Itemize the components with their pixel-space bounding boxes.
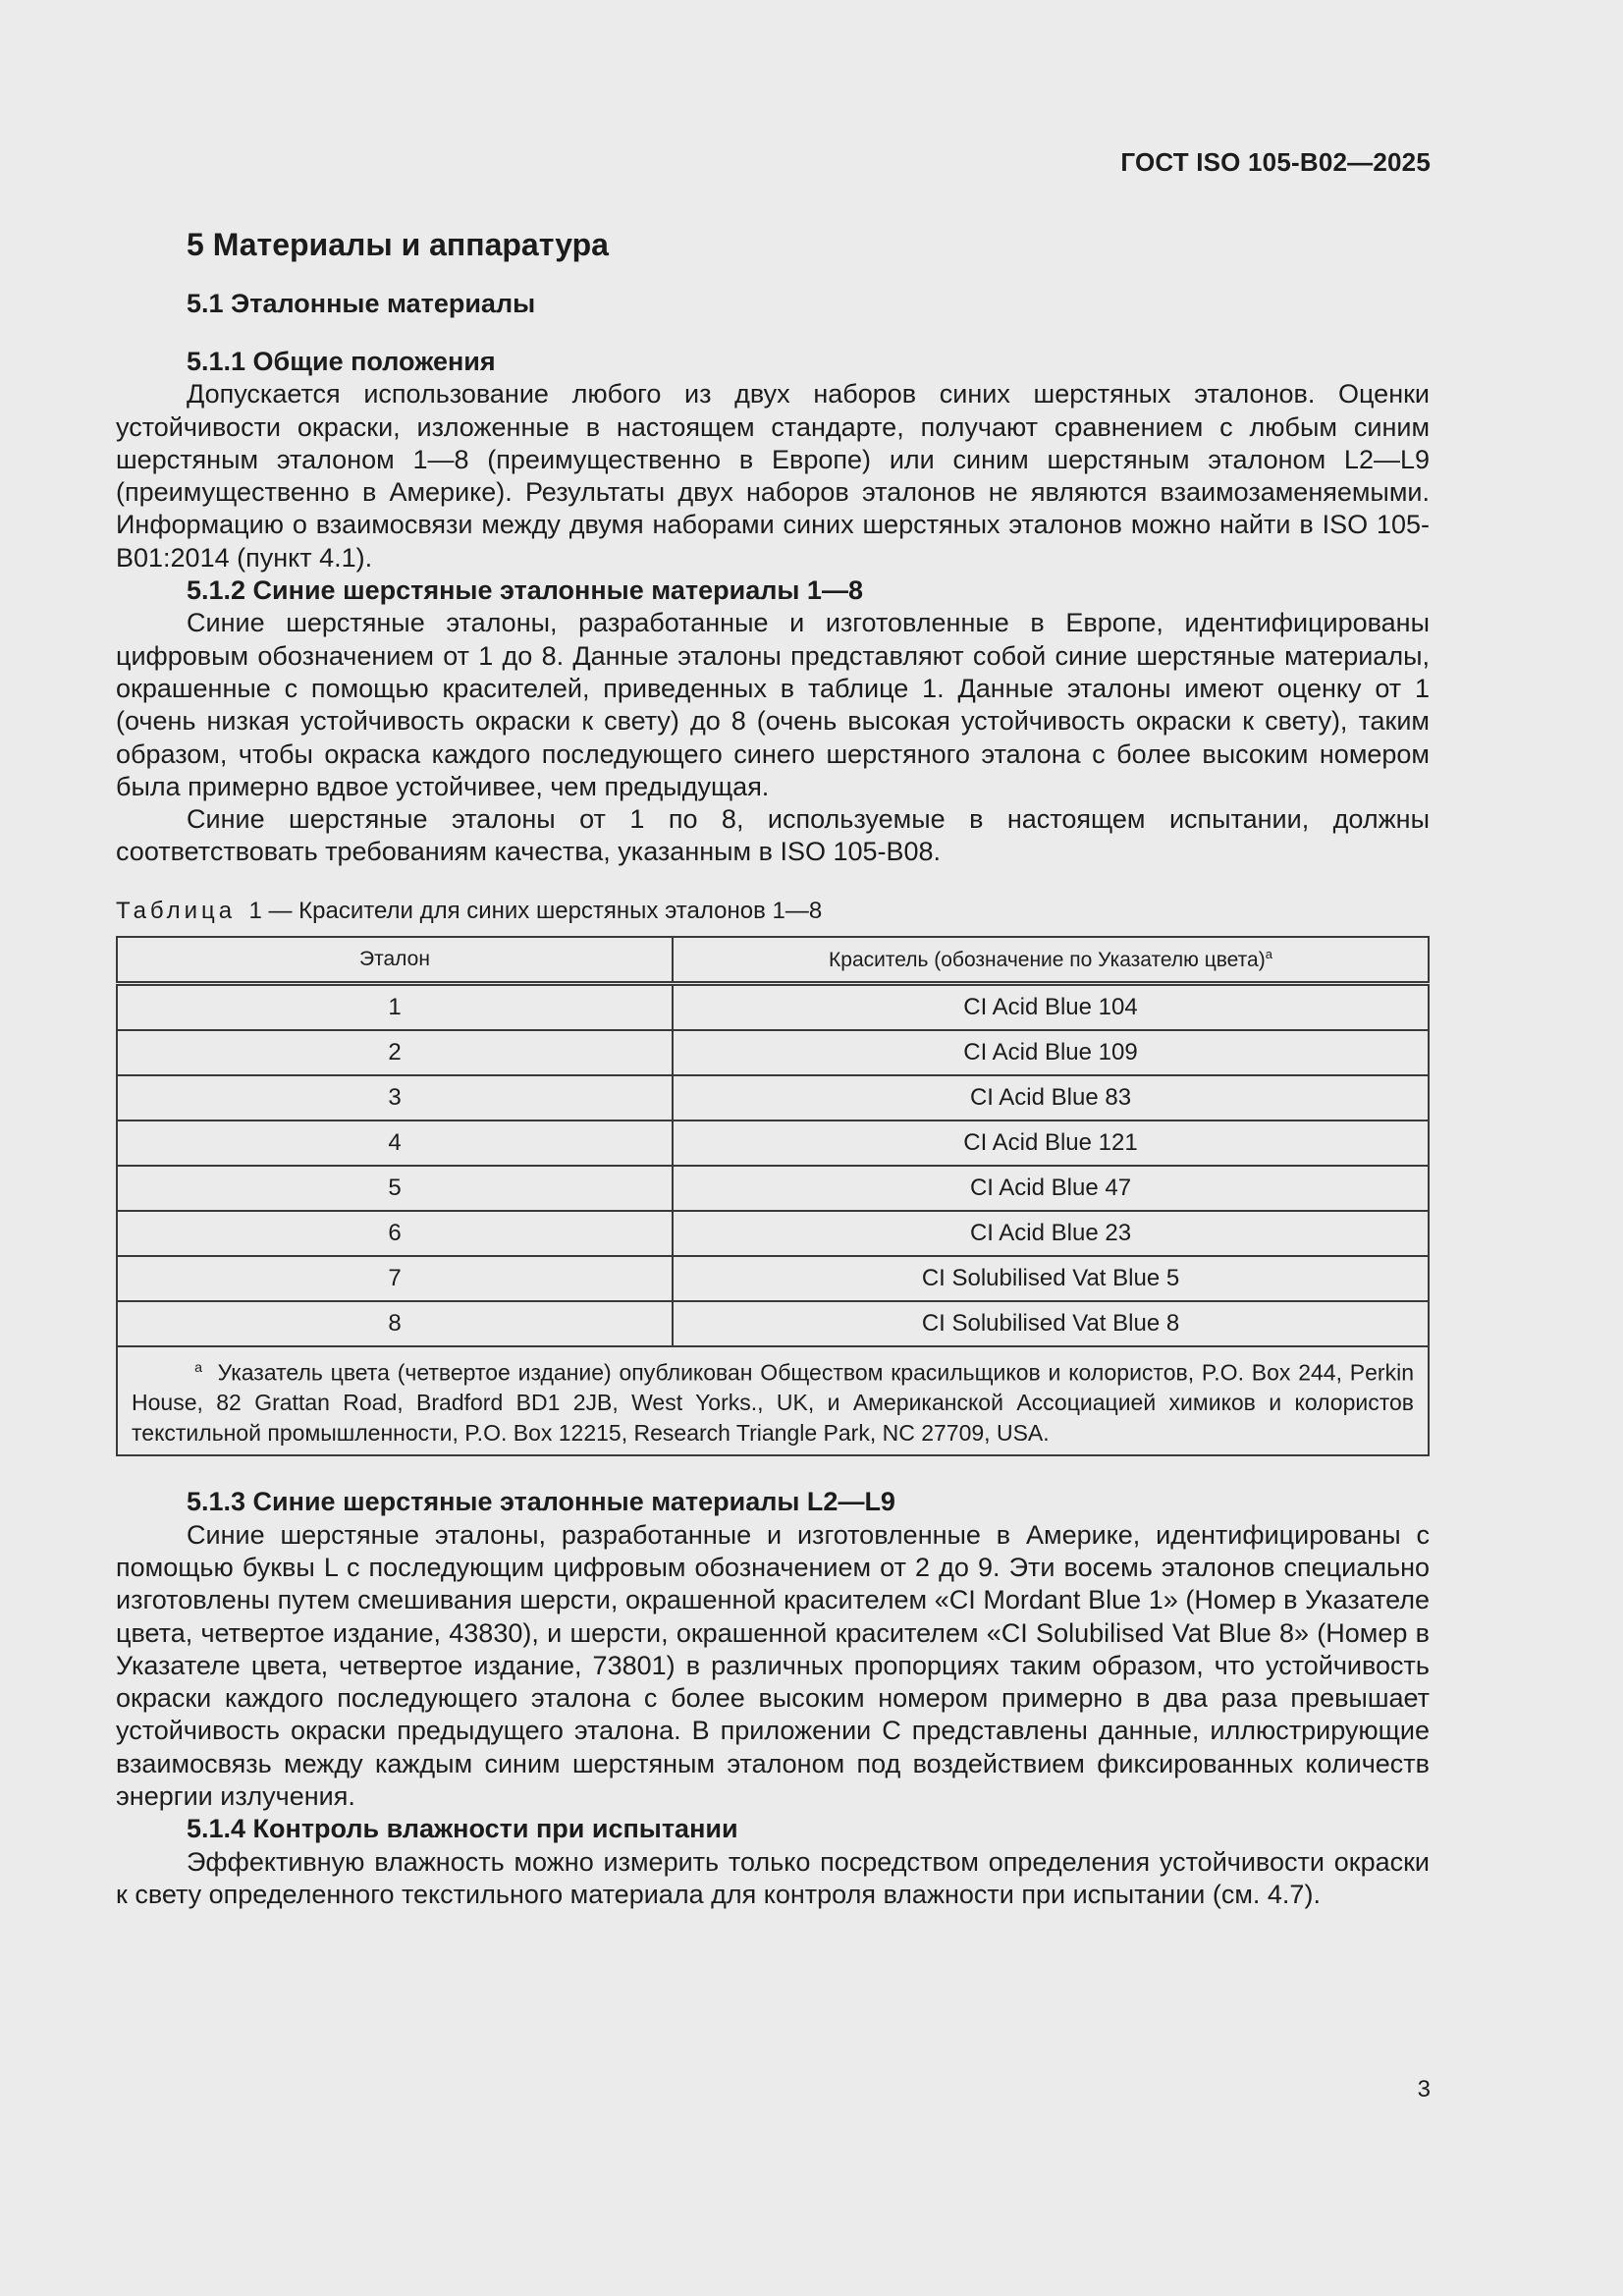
- table-row: [117, 1030, 1429, 1075]
- table-cell-etalon: 8: [117, 1301, 673, 1346]
- section-5-1-1-heading: 5.1.1 Общие положения: [187, 347, 496, 376]
- table-cell-etalon: 3: [117, 1075, 673, 1121]
- table-row: [117, 1166, 1429, 1211]
- table-row: [117, 1121, 1429, 1166]
- table-1: [116, 936, 1430, 1457]
- table-caption-word: Таблица: [116, 897, 237, 924]
- table-cell-dye: CI Acid Blue 47: [673, 1166, 1429, 1211]
- section-5-1-3-paragraph: Синие шерстяные эталоны, разработанные и изготовленные в Америке, идентифицированы с помощью буквы L с последующим цифровым обозначением от 2 до 9. Эти восемь эталонов специально изготовлены путем смешивания шерсти, окрашенной красителем «CI Mordant Blue 1» (Номер в Указателе цвета, четвертое издание, 43830), и шерсти, окрашенной красителем «CI Solubilised Vat Blue 8» (Номер в Указателе цвета, четвертое издание, 73801) в различных пропорциях таким образом, что устойчивость окраски каждого последующего эталона с более высоким номером примерно в два раза превышает устойчивость окраски предыдущего эталона. В приложении С представлены данные, иллюстрирующие взаимосвязь между каждым синим шерстяным эталоном под воздействием фиксированных количеств энергии излучения.: [116, 1519, 1430, 1812]
- section-5-1-4-heading: 5.1.4 Контроль влажности при испытании: [187, 1814, 738, 1844]
- table-cell-dye: CI Acid Blue 23: [673, 1211, 1429, 1256]
- section-5-1-4-paragraph: Эффективную влажность можно измерить только посредством определения устойчивости окраски к свету определенного текстильного материала для контроля влажности при испытании (см. 4.7).: [116, 1846, 1430, 1909]
- document-code-header: ГОСТ ISO 105-B02—2025: [1120, 147, 1431, 177]
- table-row: [117, 1256, 1429, 1301]
- page-number: 3: [1417, 2076, 1431, 2103]
- table-cell-dye: CI Solubilised Vat Blue 5: [673, 1256, 1429, 1301]
- footnote-mark: a: [194, 1359, 202, 1376]
- table-row: [117, 983, 1429, 1030]
- footnote-text: Указатель цвета (четвертое издание) опубликован Обществом красильщиков и колористов, P.O. Box 244, Perkin House, 82 Grattan Road, Bradford BD1 2JB, West Yorks., UK, и Американской Ассоциацией химиков и колористов текстильной промышленности, P.O. Box 12215, Research Triangle Park, NC 27709, USA.: [132, 1359, 1414, 1447]
- table-caption-text: 1 — Красители для синих шерстяных эталонов 1—8: [248, 897, 823, 924]
- table-1-caption: [116, 897, 1430, 926]
- table-cell-etalon: 2: [117, 1030, 673, 1075]
- table-cell-dye: CI Acid Blue 104: [673, 983, 1429, 1030]
- table-cell-dye: CI Acid Blue 121: [673, 1121, 1429, 1166]
- table-cell-etalon: 4: [117, 1121, 673, 1166]
- section-5-1-3-heading: 5.1.3 Синие шерстяные эталонные материалы L2—L9: [187, 1487, 895, 1517]
- column-header-dye: [673, 937, 1429, 984]
- section-5-1-2-paragraph-1: Синие шерстяные эталоны, разработанные и изготовленные в Европе, идентифицированы цифровым обозначением от 1 до 8. Данные эталоны представляют собой синие шерстяные материалы, окрашенные с помощью красителей, приведенных в таблице 1. Данные эталоны имеют оценку от 1 (очень низкая устойчивость окраски к свету) до 8 (очень высокая устойчивость окраски к свету), таким образом, чтобы окраска каждого последующего синего шерстяного эталона с более высоким номером была примерно вдвое устойчивее, чем предыдущая.: [116, 608, 1430, 801]
- column-header-dye-text: Краситель (обозначение по Указателю цвета): [829, 948, 1266, 971]
- section-5-1-2-heading: 5.1.2 Синие шерстяные эталонные материалы 1—8: [187, 575, 863, 606]
- section-5-1-2-paragraph-2: Синие шерстяные эталоны от 1 по 8, используемые в настоящем испытании, должны соответствовать требованиям качества, указанным в ISO 105-B08.: [116, 804, 1430, 867]
- section-5-1-1-paragraph: Допускается использование любого из двух наборов синих шерстяных эталонов. Оценки устойчивости окраски, изложенные в настоящем стандарте, получают сравнением с любым синим шерстяным эталоном 1—8 (преимущественно в Европе) или синим шерстяным эталоном L2—L9 (преимущественно в Америке). Результаты двух наборов эталонов не являются взаимозаменяемыми. Информацию о взаимосвязи между двумя наборами синих шерстяных эталонов можно найти в ISO 105-B01:2014 (пункт 4.1).: [116, 379, 1430, 573]
- section-5-heading: 5 Материалы и аппаратура: [187, 227, 609, 262]
- table-footnote-row: [117, 1346, 1429, 1456]
- table-row: [117, 1211, 1429, 1256]
- table-cell-etalon: 7: [117, 1256, 673, 1301]
- table-row: [117, 1075, 1429, 1121]
- table-cell-etalon: 6: [117, 1211, 673, 1256]
- table-footnote: [117, 1346, 1429, 1456]
- table-cell-dye: CI Solubilised Vat Blue 8: [673, 1301, 1429, 1346]
- section-5-1-heading: 5.1 Эталонные материалы: [187, 289, 536, 318]
- table-cell-etalon: 5: [117, 1166, 673, 1211]
- table-cell-etalon: 1: [117, 983, 673, 1030]
- footnote-marker: a: [1265, 946, 1272, 961]
- table-row: [117, 1301, 1429, 1346]
- table-cell-dye: CI Acid Blue 109: [673, 1030, 1429, 1075]
- table-cell-dye: CI Acid Blue 83: [673, 1075, 1429, 1121]
- table-header-row: [117, 937, 1429, 984]
- page-content: [116, 221, 1430, 1911]
- column-header-etalon: Эталон: [117, 937, 673, 984]
